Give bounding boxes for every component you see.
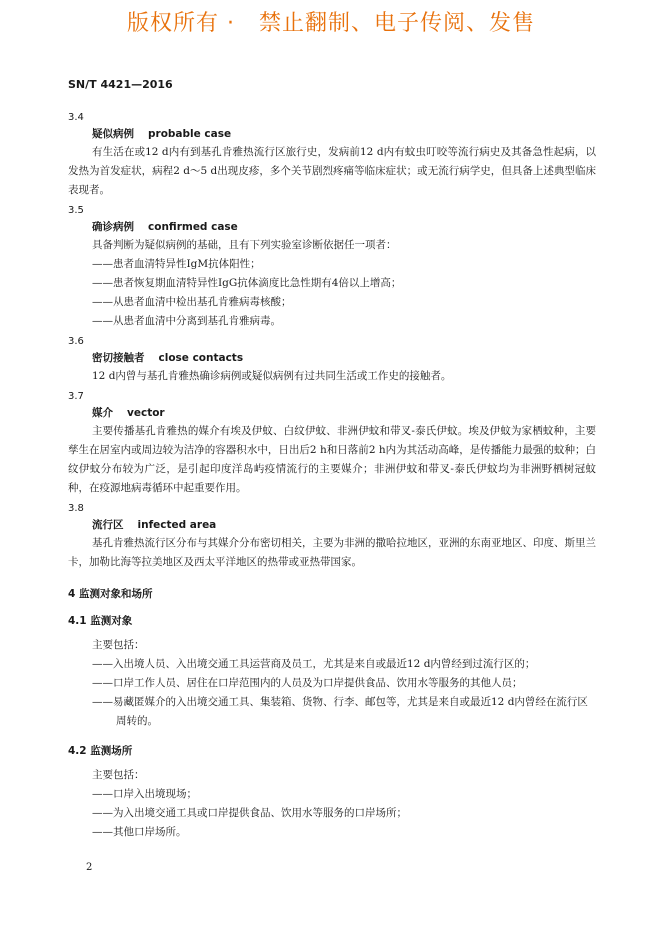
term-definition: 主要传播基孔肯雅热的媒介有埃及伊蚊、白纹伊蚊、非洲伊蚊和带叉-泰氏伊蚊。埃及伊蚊为家栖蚊种，主要孳生在居室内或周边较为洁净的容器积水中，日出后2 h和日落前2 h内为其活动高峰，是传播能力最强的蚊种；白纹伊蚊分布较为广泛，是引起印度洋岛屿疫情流行的主要媒介；非洲伊蚊和带叉-泰氏伊蚊均为非洲野栖树冠蚊种，在疫源地病毒循环中起重要作用。: [68, 425, 596, 494]
section-4-1-intro: 主要包括：: [92, 639, 145, 651]
term-english: vector: [127, 407, 165, 419]
term-number: 3.6: [68, 336, 84, 347]
copyright-watermark: 版权所有 · 禁止翻制、电子传阅、发售: [127, 11, 535, 36]
term-heading: [92, 218, 596, 236]
list-item: ——患者血清特异性IgM抗体阳性；: [92, 258, 261, 270]
list-item: ——易藏匿媒介的入出境交通工具、集装箱、货物、行李、邮包等，尤其是来自或最近12 d内曾经在流行区周转的。: [92, 696, 588, 727]
list-item: ——入出境人员、入出境交通工具运营商及员工，尤其是来自或最近12 d内曾经到过流行区的；: [92, 658, 536, 670]
list-item: ——口岸入出境现场；: [92, 788, 197, 800]
term-english: confirmed case: [148, 221, 238, 233]
section-4-2-intro: 主要包括：: [92, 769, 145, 781]
page-number: 2: [86, 862, 93, 873]
standard-number: SN/T 4421—2016: [68, 78, 173, 91]
term-definition: 具备判断为疑似病例的基础，且有下列实验室诊断依据任一项者：: [92, 239, 397, 251]
term-number: 3.5: [68, 205, 84, 216]
term-english: probable case: [148, 128, 232, 140]
term-chinese: 疑似病例: [92, 128, 134, 140]
term-heading: [92, 349, 596, 367]
term-chinese: 密切接触者: [92, 352, 145, 364]
document-body: [68, 107, 596, 842]
term-number: 3.4: [68, 112, 84, 123]
list-item: ——从患者血清中分离到基孔肯雅病毒。: [92, 315, 281, 327]
list-item: ——为入出境交通工具或口岸提供食品、饮用水等服务的口岸场所；: [92, 807, 407, 819]
term-number: 3.8: [68, 503, 84, 514]
term-definition: 12 d内曾与基孔肯雅热确诊病例或疑似病例有过共同生活或工作史的接触者。: [92, 370, 452, 382]
list-item: ——其他口岸场所。: [92, 826, 187, 838]
section-4-1-heading: 4.1 监测对象: [68, 615, 133, 627]
terms-section: [68, 110, 596, 572]
term-english: close contacts: [158, 352, 244, 364]
term-number: 3.7: [68, 391, 84, 402]
list-item: ——患者恢复期血清特异性IgG抗体滴度比急性期有4倍以上增高；: [92, 277, 402, 289]
term-heading: [92, 125, 596, 143]
term-chinese: 媒介: [92, 407, 113, 419]
term-english: infected area: [137, 519, 217, 531]
section-4-2-heading: 4.2 监测场所: [68, 745, 133, 757]
term-chinese: 确诊病例: [92, 221, 134, 233]
term-heading: [92, 516, 596, 534]
term-definition: 有生活在或12 d内有到基孔肯雅热流行区旅行史，发病前12 d内有蚊虫叮咬等流行病史及其备急性起病，以发热为首发症状，病程2 d～5 d出现皮疹，多个关节剧烈疼痛等临床症状；或无流行病学史，但具备上述典型临床表现者。: [68, 146, 596, 196]
list-item: ——从患者血清中检出基孔肯雅病毒核酸；: [92, 296, 292, 308]
term-chinese: 流行区: [92, 519, 124, 531]
term-definition: 基孔肯雅热流行区分布与其媒介分布密切相关，主要为非洲的撒哈拉地区，亚洲的东南亚地区、印度、斯里兰卡，加勒比海等拉美地区及西太平洋地区的热带或亚热带国家。: [68, 537, 596, 568]
term-heading: [92, 404, 596, 422]
section-4-heading: 4 监测对象和场所: [68, 588, 153, 600]
list-item: ——口岸工作人员、居住在口岸范围内的人员及为口岸提供食品、饮用水等服务的其他人员；: [92, 677, 523, 689]
